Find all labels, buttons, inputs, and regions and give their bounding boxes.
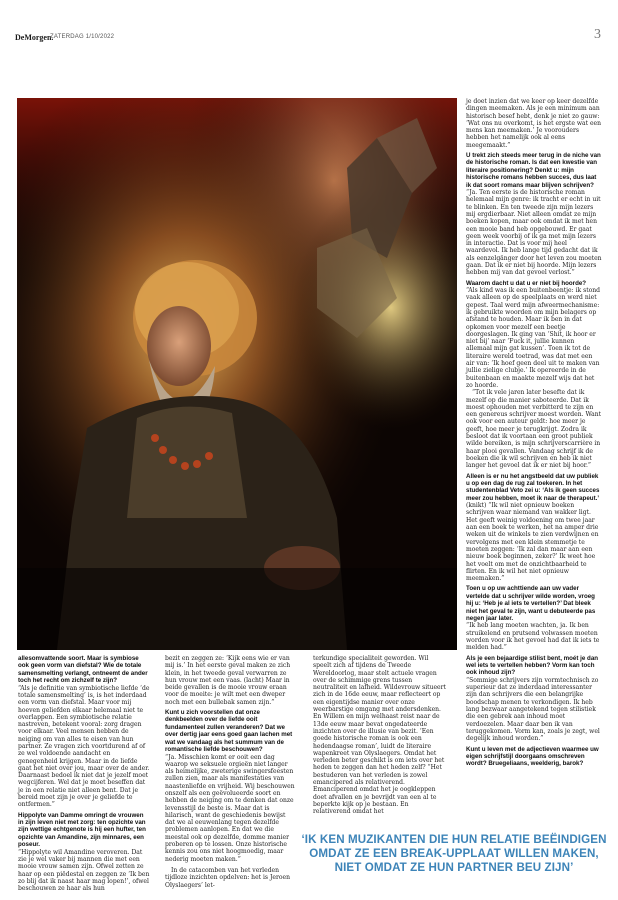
question: Als je een bejaardige stilist bent, moét je dan wel iets te vertellen hebben? Vorm kan toch ook inhoud zijn? bbox=[466, 654, 599, 677]
question: Kunt u zich voorstellen dat onze denkbeelden over de liefde ooit fundamenteel zullen veranderen? Dat we over dertig jaar eens goed gaan lachen met wat we vandaag als het summum van de romantische liefde beschouwen? bbox=[165, 709, 293, 754]
answer: “Ja. Ten eerste is de historische roman helemaal mijn genre: ik tracht er echt in uit te blinken. En ten tweede zijn mijn lezers mij ergdierbaar. Niet alleen omdat ze mijn boeken kopen, maar ook omdat ik met hen een mooie band heb opgebouwd. Er gaat geen week voorbij of ik ga met mijn lezers in interactie. Dat is voor mij heel waardevol. Ik heb lange tijd gedacht dat ik als eenzelgänger door het leven zou moeten gaan. Dat ik er niet bij hoorde. Mijn lezers hebben mij van dat gevoel verlost.” bbox=[466, 189, 602, 277]
issue-date: ZATERDAG 1/10/2022 bbox=[50, 34, 115, 40]
article-column-3 bbox=[313, 655, 447, 816]
portrait-photo bbox=[17, 98, 457, 650]
answer: “Hippolyte wil Amandine veroveren. Dat zie je wel vaker bij mannen die met een mooie vrouw samen zijn. Ofwel zetten ze haar op een piëdestal en zeggen ze ‘Ik ben zo blij dat ik naast haar mag lopen!’, ofwel beschouwen ze haar als hun bbox=[18, 848, 150, 893]
body-paragraph: terkundige specialiteit geworden. Wil speelt zich af tijdens de Tweede Wereldoorlog, maar stelt actuele vragen over de schimmige grens tussen neutraliteit en lafheid. Wildevrouw situeert zich in de 16de eeuw, maar reflecteert op een eigentijdse manier over onze weerbarstige omgang met andersdenken. En Willem en mijn welhaast reist naar de 13de eeuw maar bevat ongedateerde inzichten over de illusie van bezit. ‘Een goede historische roman is ook een hedendaagse roman’, luidt de literaire wapenkreet van Olyslaegers. Omdat het verleden beter geschikt is om iets over het heden te zeggen dan het heden zelf? “Het bestuderen van het verleden is zowel emancipered als relativerend. Emanciperend omdat het je oogkleppen doet afvallen en je bevrijdt van een al te beperkte kijk op je bestaan. En relativerend omdat het bbox=[313, 655, 446, 816]
newspaper-logo: DeMorgen. bbox=[15, 33, 54, 42]
answer: “Ja. Misschien komt er ooit een dag waarop we seksuele orgieën niet langer als heimelijke, zweterige swingersfeesten zullen zien, maar als manifestaties van naastenliefde en vrijheid. Wij beschouwen onszelf als een geëvolueerde soort en hebben de neiging om te denken dat onze levensstijl de beste is. Maar dat is hilarisch, want de geschiedenis bewijst dat we al eeuwenlang tegen dezelfde problemen aanlopen. En dat we die meestal ook op dezelfde, domme manier proberen op te lossen. Onze historische kennis zou ons niet hoogmoedig, maar nederig moeten maken.” bbox=[165, 753, 295, 863]
answer: “Ik heb lang moeten wachten, ja. Ik ben struikelend en prutsend volwassen moeten worden voor ik het gevoel had dat ik iets te melden had.” bbox=[466, 622, 600, 652]
answer: (knikt) “Ik wil niet opnieuw boeken schrijven waar niemand van wakker ligt. Het geeft weinig voldoening om twee jaar aan een boek te werken, het na amper drie weken uit de winkels te zien verdwijnen en vervolgens met een klein stemmetje te moeten zeggen: ‘Ik zal dan maar aan een nieuw boek beginnen, zeker?’ Ik weet hoe het voelt om met de onzichtbaarheid te flirten. En ik wil het niet opnieuw meemaken.” bbox=[466, 502, 599, 583]
question: Alleen is er nu het angstbeeld dat uw publiek u op een dag de rug zal toekeren. In het studentenblad Veto zei u: ‘Als ik geen succes meer zou hebben, moet ik naar de therapeut.’ bbox=[466, 472, 600, 502]
question: Kunt u leven met de adjectieven waarmee uw eigen schrijfstijl doorgaans omschreven wordt? Bruegeliaans, weelderig, barok? bbox=[466, 745, 599, 768]
pull-quote: ‘IK KEN MUZIKANTEN DIE HUN RELATIE BEËINDIGEN OMDAT ZE EEN BREAK-UPPLAAT WILLEN MAKEN, NIET OMDAT ZE HUN PARTNER BEU ZIJN’ bbox=[301, 833, 607, 874]
portrait-illustration bbox=[17, 98, 457, 650]
question: allesomvattende soort. Maar is symbiose ook geen vorm van diefstal? Wie de totale samensmelting verlangt, ontneemt de ander toch het recht om zichzelf te zijn? bbox=[18, 655, 148, 685]
article-column-2 bbox=[165, 655, 297, 889]
answer: je doet inzien dat we keer op keer dezelfde dingen meemaken. Als je een minimum aan historisch besef hebt, denk je niet zo gauw: ‘Wat ons nu overkomt, is het ergste wat een mens kan meemaken.’ Je voorouders hebben het namelijk ook al eens meegemaakt.” bbox=[466, 98, 602, 149]
article-column-1 bbox=[18, 655, 150, 892]
page-header bbox=[15, 27, 603, 47]
question: Waarom dacht u dat u er niet bij hoorde? bbox=[466, 279, 587, 287]
question: U trekt zich steeds meer terug in de niche van de historische roman. Is dat een kwestie van literaire positionering? Denkt u: mijn historische romans hebben succes, dus laat ik dat soort romans maar blijven schrijven? bbox=[466, 152, 601, 189]
answer: “Sommige schrijvers zijn vormtechnisch zo superieur dat ze inderdaad interessanter zijn dan schrijvers die een belangrijke boodschap menen te verkondigen. Ik heb lang bezwaar aangetekend tegen stilistiek die een gebrek aan inhoud moet verdoezelen. Maar daar ben ik van teruggekomen. Vorm kan, zoals je zegt, wel degelijk inhoud worden.” bbox=[466, 676, 600, 743]
article-column-4 bbox=[466, 98, 602, 768]
body-paragraph: In de catacomben van het verleden tijdloze inzichten opdelven: het is Jeroen Olyslaegers’ let- bbox=[165, 866, 290, 889]
question: Hippolyte van Damme omringt de vrouwen in zijn leven niet met zorg: ten opzichte van zijn wettige echtgenote is hij een hufter, ten opzichte van Amandine, zijn minnares, een poseur. bbox=[18, 811, 146, 849]
page-number: 3 bbox=[594, 27, 601, 42]
answer: “Tot ik vele jaren later besefte dat ik mezelf op die manier saboteerde. Dat ik moest ophouden met verbitterd te zijn en een genereus schrijver moest worden. Want ook voor een auteur geldt: hoe meer je geeft, hoe meer je terugkrijgt. Zodra ik besloot dat ik voortaan een groot publiek wilde bereiken, is mijn schrijverscarrière in haar plooi gevallen. Vandaag schrijf ik de boeken die ik wil schrijven en heb ik niet langer het gevoel dat ik er niet bij hoor.” bbox=[466, 389, 602, 470]
answer: “Als je definitie van symbiotische liefde ‘de totale samensmelting’ is, is het inderdaad een vorm van diefstal. Maar voor mij hoeven geliefden elkaar helemaal niet te overlappen. Een symbiotische relatie nastreven, betekent vooral: zorg dragen voor elkaar. Veel mensen hebben de neiging om van alles te eisen van hun partner. Ze vragen zich voortdurend af of ze wel voldoende aandacht en genegenheid krijgen. Maar in de liefde gaat het niet over jou, maar over de ander. Daarnaast bedoel ik niet dat je jezelf moet wegcijferen. Wel dat je moet beseffen dat je in een relatie niet alleen bent. Dat je bereid moet zijn je over je geliefde te ontfermen.” bbox=[18, 684, 150, 809]
answer: bezit en zeggen ze: ‘Kijk eens wie er van mij is.’ In het eerste geval maken ze zich klein, in het tweede geval verwarren ze hun vrouw met een vaas. (lacht) Maar in beide gevallen is de mooie vrouw eraan voor de moeite: je wilt met een dweper noch met een bullebak samen zijn.” bbox=[165, 655, 291, 706]
answer: “Als kind was ik een buitenbeentje: ik stond vaak alleen op de speelplaats en werd niet gepest. Taal werd mijn afweermechanisme: ik gebruikte woorden om mijn belagers op afstand te houden. Maar ik ben in dat opkomen voor mezelf een beetje doorgeslagen. Ik ging van ‘Shit, ik hoor er niet bij’ naar ‘Fuck it, jullie kunnen allemaal mijn gat kussen’. Toen ik tot de literaire wereld toetrad, was dat met een air van: ‘Ik hoef geen deel uit te maken van jullie zielige clubje.’ Ik opereerde in de buitenbaan en maakte mezelf wijs dat het zo hoorde. bbox=[466, 287, 601, 389]
question: Toen u op uw achttiende aan uw vader vertelde dat u schrijver wilde worden, vroeg hij u: ‘Heb je al iets te vertellen?’ Dat bleek niet het geval te zijn, want u debuteerde pas negen jaar later. bbox=[466, 585, 596, 623]
